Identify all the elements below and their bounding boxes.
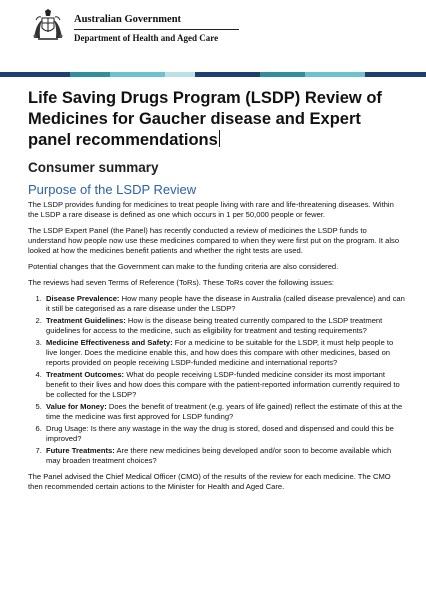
band-segment — [260, 72, 305, 77]
list-item — [44, 424, 406, 444]
tor-text: How is the disease being treated currently compared to the LSDP treatment guidelines for access to the medicine, such as eligibility for treatment and testing requirements? — [46, 316, 383, 335]
tor-term: Disease Prevalence: — [46, 294, 120, 303]
decorative-color-band — [0, 72, 426, 77]
band-segment — [365, 72, 426, 77]
band-segment — [110, 72, 165, 77]
list-item — [44, 370, 406, 400]
paragraph: The LSDP provides funding for medicines to treat people living with rare and life-threatening diseases. Within the LSDP a rare disease is defined as one which occurs in 1 per 50,000 people or fewer. — [28, 200, 394, 219]
list-item — [44, 446, 406, 466]
tor-text: How many people have the disease in Australia (called disease prevalence) and can it still be categorised as a rare disease under the LSDP? — [46, 294, 405, 313]
list-item — [44, 316, 406, 336]
band-segment — [165, 72, 195, 77]
terms-of-reference-list — [28, 294, 406, 466]
list-item — [44, 338, 406, 368]
tor-term: Treatment Outcomes: — [46, 370, 125, 379]
consumer-summary-heading: Consumer summary — [28, 160, 159, 175]
paragraph: The reviews had seven Terms of Reference (ToRs). These ToRs cover the following issues: — [28, 278, 334, 287]
band-segment — [305, 72, 365, 77]
tor-text: Drug Usage: Is there any wastage in the way the drug is stored, dosed and dispensed and could this be improved? — [46, 424, 394, 443]
document-title — [28, 88, 408, 151]
tor-term: Medicine Effectiveness and Safety: — [46, 338, 173, 347]
tor-term: Future Treatments: — [46, 446, 115, 455]
closing-paragraph: The Panel advised the Chief Medical Officer (CMO) of the results of the review for each medicine. The CMO then recommended certain actions to the Minister for Health and Aged Care. — [28, 472, 391, 491]
department-name: Department of Health and Aged Care — [74, 33, 219, 43]
government-name: Australian Government — [74, 14, 182, 25]
tor-term: Treatment Guidelines: — [46, 316, 126, 325]
tor-term: Value for Money: — [46, 402, 107, 411]
band-segment — [0, 72, 70, 77]
band-segment — [70, 72, 110, 77]
coat-of-arms-icon — [28, 8, 68, 42]
tor-text: Are there new medicines being developed and/or soon to become available which may broaden treatment choices? — [46, 446, 392, 465]
paragraph: The LSDP Expert Panel (the Panel) has recently conducted a review of medicines the LSDP funds to understand how people now use these medicines compared to when they were first put on the program. It also looked at how the medicines benefit patients and whether the right tests are used. — [28, 226, 400, 255]
tor-text: For a medicine to be suitable for the LSDP, it must help people to live longer. Does the medicine enable this, and how does this compare with other medicines, based on reports provided on people receiving LSDP-funded medicine and international reports? — [46, 338, 394, 367]
tor-text: Does the benefit of treatment (e.g. years of life gained) reflect the estimate of this at the time the medicine was first approved for LSDP funding? — [46, 402, 403, 421]
list-item — [44, 294, 406, 314]
band-segment — [195, 72, 260, 77]
document-title-text: Life Saving Drugs Program (LSDP) Review of Medicines for Gaucher disease and Expert panel recommendations — [28, 89, 382, 149]
text-cursor — [219, 130, 220, 147]
list-item — [44, 402, 406, 422]
paragraph: Potential changes that the Government can make to the funding criteria are also considered. — [28, 262, 339, 271]
tor-text: What do people receiving LSDP-funded medicine consider its most important benefit to their lives and how does this compare with the patient-reported information currently required to be collected for the LSDP? — [46, 370, 400, 399]
government-header — [28, 8, 239, 48]
header-divider — [74, 29, 239, 30]
document-body — [28, 200, 406, 498]
purpose-heading: Purpose of the LSDP Review — [28, 182, 197, 197]
